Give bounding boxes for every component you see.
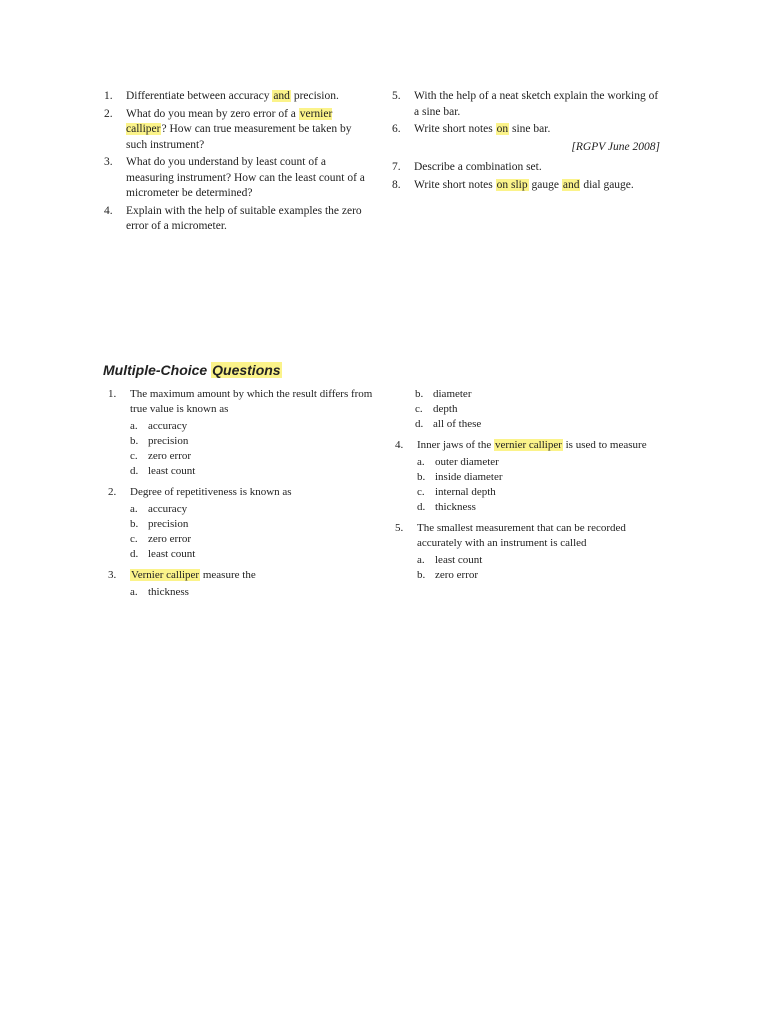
question-text: dial gauge. — [580, 178, 634, 191]
question-text: measure the — [200, 569, 256, 581]
question-number: 5. — [395, 522, 404, 534]
options-list — [417, 553, 663, 583]
question-text: Write short notes — [414, 123, 496, 135]
option: b. precision — [130, 518, 189, 530]
question-2 — [104, 107, 372, 154]
option: a. outer diameter — [417, 456, 499, 468]
question-text: What do you understand by least count of a measuring instrument? How can the least count of a micrometer be determined? — [126, 156, 365, 199]
short-questions-left — [104, 89, 372, 237]
question-5 — [392, 89, 660, 120]
question-number: 4. — [104, 204, 113, 217]
highlight: and — [273, 90, 290, 102]
highlight: vernier calliper — [126, 107, 333, 135]
question-text: ? How can true measurement be taken by such instrument? — [126, 123, 352, 151]
highlight: on — [496, 123, 509, 135]
question-number: 3. — [108, 569, 117, 581]
question-number: 6. — [392, 123, 401, 135]
question-text: gauge — [528, 178, 562, 191]
highlight: vernier calliper — [494, 439, 562, 451]
question-text: The maximum amount by which the result differs from true value is known as — [130, 388, 373, 415]
highlight: Vernier calliper — [131, 569, 200, 581]
question-4 — [104, 204, 372, 235]
section-heading: Multiple-Choice Questions — [103, 362, 281, 378]
mcq-right-column — [395, 387, 663, 589]
question-1 — [104, 89, 372, 105]
question-text: With the help of a neat sketch explain the working of a sine bar. — [414, 90, 659, 118]
option: d. least count — [130, 465, 196, 477]
option: c. zero error — [130, 533, 192, 545]
option: d. least count — [130, 548, 196, 560]
question-text: Inner jaws of the — [417, 439, 494, 451]
question-number: 1. — [108, 388, 117, 400]
highlight: Questions — [212, 362, 281, 378]
question-number: 2. — [108, 486, 117, 498]
option: a. accuracy — [130, 503, 188, 515]
question-text: Differentiate between accuracy — [126, 90, 273, 102]
option: d. thickness — [417, 501, 476, 513]
option: a. accuracy — [130, 420, 188, 432]
options-list — [130, 585, 376, 600]
mcq-question-5 — [395, 521, 663, 551]
question-text: Explain with the help of suitable examples the zero error of a micrometer. — [126, 204, 362, 232]
mcq-question-3 — [108, 568, 376, 583]
question-number: 5. — [392, 90, 401, 102]
question-text: precision. — [290, 90, 339, 102]
highlight: on slip — [496, 178, 528, 191]
mcq-question-4 — [395, 438, 663, 453]
question-text: Write short notes — [414, 178, 496, 191]
short-questions-right — [392, 89, 660, 195]
options-list — [417, 455, 663, 515]
question-text: sine bar. — [509, 123, 551, 135]
options-list — [130, 419, 376, 479]
option: a. thickness — [130, 586, 189, 598]
option: c. zero error — [130, 450, 192, 462]
options-list — [415, 387, 663, 432]
option: d. all of these — [415, 418, 482, 430]
question-8 — [392, 178, 660, 194]
highlight: and — [562, 178, 580, 191]
option: c. internal depth — [417, 486, 496, 498]
mcq-question-1 — [108, 387, 376, 417]
question-text: is used to measure — [562, 439, 647, 451]
question-number: 8. — [392, 178, 401, 191]
option: a. least count — [417, 554, 483, 566]
question-number: 2. — [104, 107, 113, 120]
question-text: Describe a combination set. — [414, 161, 542, 173]
option: b. diameter — [415, 388, 472, 400]
question-6 — [392, 122, 660, 138]
question-text: Degree of repetitiveness is known as — [130, 486, 292, 498]
question-number: 1. — [104, 90, 113, 102]
option: b. precision — [130, 435, 189, 447]
question-number: 7. — [392, 161, 401, 173]
question-number: 4. — [395, 439, 404, 451]
mcq-question-2 — [108, 485, 376, 500]
options-list — [130, 502, 376, 562]
question-text: The smallest measurement that can be recorded accurately with an instrument is called — [417, 522, 626, 549]
exam-reference: [RGPV June 2008] — [571, 140, 660, 153]
mcq-left-column — [108, 387, 376, 606]
question-number: 3. — [104, 156, 113, 168]
question-3 — [104, 155, 372, 202]
question-7 — [392, 160, 660, 176]
option: b. inside diameter — [417, 471, 503, 483]
option: b. zero error — [417, 569, 479, 581]
option: c. depth — [415, 403, 458, 415]
question-text: What do you mean by zero error of a — [126, 107, 299, 120]
